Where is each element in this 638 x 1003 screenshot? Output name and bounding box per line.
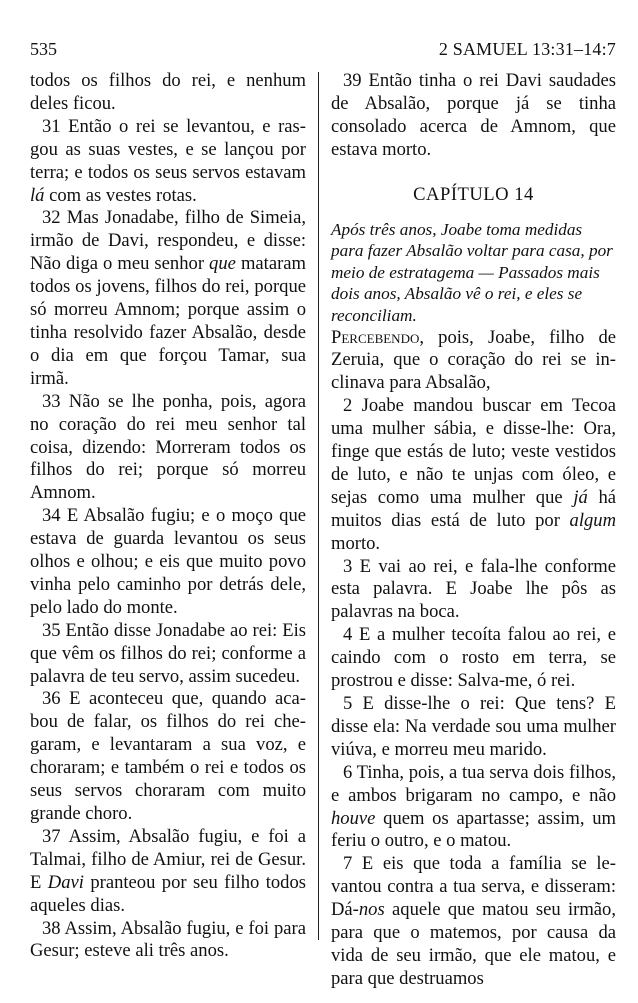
verse-32: 32 Mas Jonadabe, filho de Simeia, irmão de Davi, respondeu, e disse: Não diga o meu senhor que mataram todos os jovens, filhos do rei, porque só morreu Amnom; porque assim o tinha resolvido fazer Absalão, desde o dia em que forçou Tamar, sua irmã. bbox=[30, 207, 306, 389]
verse-34: 34 E Absalão fugiu; e o moço que estava de guarda levantou os seus olhos e olhou; e eis que muito povo vinha pelo caminho por detrás dele, pelo lado do monte. bbox=[30, 505, 306, 618]
verse-30-continuation: todos os filhos do rei, e nenhum deles ficou. bbox=[30, 70, 306, 114]
verse-2: 2 Joabe mandou buscar em Tecoa uma mulher sábia, e disse-lhe: Ora, finge que estás de luto; veste vestidos de luto, e não te unjas com óleo, e sejas como uma mulher que já há muitos dias está de luto por algum morto. bbox=[331, 395, 616, 554]
verse-6: 6 Tinha, pois, a tua serva dois filhos, e ambos brigaram no campo, e não houve quem os apartasse; assim, um feriu o outro, e o matou. bbox=[331, 761, 616, 852]
verse-33: 33 Não se lhe ponha, pois, agora no coração do rei meu senhor tal coisa, dizendo: Morreram todos os filhos do rei; porque só morreu Amnom. bbox=[30, 390, 306, 504]
running-head: 2 SAMUEL 13:31–14:7 bbox=[438, 39, 616, 59]
chapter-title: CAPÍTULO 14 bbox=[413, 183, 534, 205]
chapter-summary: Após três anos, Joabe toma medidas para fazer Absalão voltar para casa, por meio de estratagema — Passados mais dois anos, Absalão vê o rei, e eles se reconciliam. bbox=[331, 219, 613, 325]
verse-4: 4 E a mulher tecoíta falou ao rei, e caindo com o rosto em terra, se prostrou e disse: Salva-me, ó rei. bbox=[331, 624, 616, 692]
verse-37: 37 Assim, Absalão fugiu, e foi a Talmai, filho de Amiur, rei de Gesur. E Davi pranteou por seu filho todos aqueles dias. bbox=[30, 825, 306, 916]
page-header bbox=[30, 38, 616, 60]
verse-3: 3 E vai ao rei, e fala-lhe conforme esta palavra. E Joabe lhe pôs as palavras na boca. bbox=[331, 555, 616, 623]
verse-7: 7 E eis que toda a família se levantou contra a tua serva, e disseram: Dá-nos aquele que matou seu irmão, para que o matemos, por causa da vida de seu irmão, que ele matou, e para que destruamos bbox=[331, 853, 616, 989]
verse-39: 39 Então tinha o rei Davi saudades de Absalão, porque já se tinha consolado acerca de Amnom, que estava morto. bbox=[331, 70, 616, 160]
verse-1: Percebendo, pois, Joabe, filho de Zeruia, que o coração do rei se inclinava para Absalão, bbox=[331, 326, 616, 394]
verse-35: 35 Então disse Jonadabe ao rei: Eis que vêm os filhos do rei; conforme a palavra de teu servo, assim sucedeu. bbox=[30, 619, 306, 687]
verse-38: 38 Assim, Absalão fugiu, e foi para Gesur; esteve ali três anos. bbox=[30, 917, 306, 962]
left-column bbox=[30, 70, 306, 963]
column-divider bbox=[318, 72, 319, 940]
verse-31: 31 Então o rei se levantou, e rasgou as suas vestes, e se lançou por terra; e todos os seus servos estavam lá com as vestes rotas. bbox=[30, 115, 306, 206]
right-column bbox=[331, 70, 616, 991]
verse-36: 36 E aconteceu que, quando acabou de falar, os filhos do rei chegaram, e levantaram a sua voz, e choraram; e também o rei e todos os seus servos choraram com muito grande choro. bbox=[30, 688, 306, 824]
page-number: 535 bbox=[30, 39, 57, 59]
verse-5: 5 E disse-lhe o rei: Que tens? E disse ela: Na verdade sou uma mulher viúva, e morreu meu marido. bbox=[331, 693, 616, 760]
